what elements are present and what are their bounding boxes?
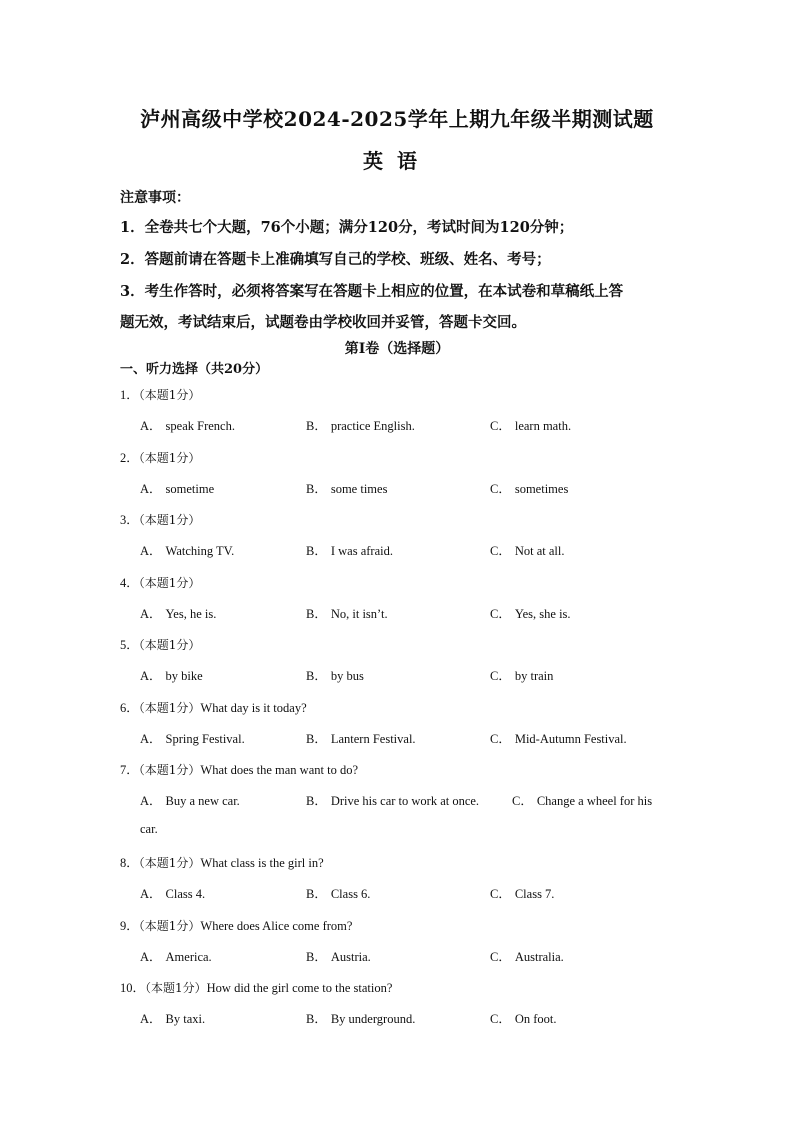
option-text: by train xyxy=(514,669,554,683)
notice-item: 3．考生作答时，必须将答案写在答题卡上相应的位置，在本试卷和草稿纸上答 xyxy=(120,283,624,300)
exam-title: 泸州高级中学校2024-2025学年上期九年级半期测试题 xyxy=(140,107,654,131)
option-b xyxy=(306,416,415,434)
part-title: 第Ⅰ卷（选择题） xyxy=(344,341,450,357)
option-a xyxy=(140,729,245,747)
option-letter: A． xyxy=(140,419,162,433)
option-letter: B． xyxy=(306,544,327,558)
question-number: 3． xyxy=(120,513,139,527)
option-text: I was afraid. xyxy=(330,544,393,558)
question-stem xyxy=(120,635,200,653)
notice-heading: 注意事项： xyxy=(120,190,190,206)
option-letter: A． xyxy=(140,544,162,558)
option-a xyxy=(140,666,203,684)
option-text: speak French. xyxy=(165,419,235,433)
option-text: Change a wheel for his xyxy=(536,794,653,808)
option-letter: A． xyxy=(140,732,162,746)
option-text: Lantern Festival. xyxy=(330,732,416,746)
option-text: by bike xyxy=(165,669,203,683)
option-c-wrap: car. xyxy=(140,822,158,836)
question-number: 9． xyxy=(120,919,139,933)
question-stem xyxy=(120,385,200,403)
option-b xyxy=(306,791,479,809)
option-text: Austria. xyxy=(330,950,371,964)
option-letter: A． xyxy=(140,482,162,496)
option-letter: A． xyxy=(140,950,162,964)
option-letter: B． xyxy=(306,607,327,621)
option-letter: A． xyxy=(140,1012,162,1026)
question-points: （本题1分） xyxy=(138,513,201,527)
question-number: 6． xyxy=(120,701,139,715)
option-text: Mid-Autumn Festival. xyxy=(514,732,627,746)
option-text: by bus xyxy=(330,669,364,683)
question-text: How did the girl come to the station? xyxy=(206,981,393,995)
option-a xyxy=(140,604,216,622)
option-letter: B． xyxy=(306,482,327,496)
option-letter: B． xyxy=(306,419,327,433)
subject-title: 英语 xyxy=(363,149,431,173)
option-text: Class 7. xyxy=(514,887,555,901)
notice-item: 题无效，考试结束后，试题卷由学校收回并妥管，答题卡交回。 xyxy=(120,314,526,331)
option-letter: A． xyxy=(140,607,162,621)
option-b xyxy=(306,729,416,747)
question-text: What does the man want to do? xyxy=(200,763,358,777)
question-number: 8． xyxy=(120,856,139,870)
question-stem xyxy=(120,510,200,528)
option-letter: C． xyxy=(490,607,511,621)
option-c xyxy=(490,666,553,684)
option-text: sometimes xyxy=(514,482,569,496)
option-b xyxy=(306,479,387,497)
option-text: practice English. xyxy=(330,419,415,433)
option-c xyxy=(490,479,568,497)
option-text: Australia. xyxy=(514,950,564,964)
option-text: No, it isn’t. xyxy=(330,607,388,621)
question-points: （本题1分） xyxy=(138,763,201,777)
option-text: Drive his car to work at once. xyxy=(330,794,480,808)
option-a xyxy=(140,791,240,809)
question-text: Where does Alice come from? xyxy=(200,919,353,933)
option-b xyxy=(306,884,370,902)
question-stem xyxy=(120,448,200,466)
option-text: By taxi. xyxy=(165,1012,206,1026)
question-points: （本题1分） xyxy=(145,981,207,995)
option-c xyxy=(490,604,571,622)
option-letter: C． xyxy=(490,419,511,433)
option-b xyxy=(306,604,388,622)
option-letter: B． xyxy=(306,1012,327,1026)
option-a xyxy=(140,541,234,559)
question-number: 7． xyxy=(120,763,139,777)
option-text: Yes, he is. xyxy=(165,607,217,621)
option-letter: B． xyxy=(306,669,327,683)
option-letter: C． xyxy=(512,794,533,808)
question-stem xyxy=(120,978,392,996)
question-stem xyxy=(120,573,200,591)
option-a xyxy=(140,479,214,497)
option-c xyxy=(490,947,564,965)
question-points: （本题1分） xyxy=(138,576,201,590)
question-points: （本题1分） xyxy=(138,388,201,402)
option-c xyxy=(490,1009,557,1027)
option-b xyxy=(306,541,393,559)
question-points: （本题1分） xyxy=(138,451,201,465)
option-letter: C． xyxy=(490,482,511,496)
option-c xyxy=(512,791,652,809)
option-c xyxy=(490,541,564,559)
option-letter: C． xyxy=(490,544,511,558)
question-number: 2． xyxy=(120,451,139,465)
option-b xyxy=(306,666,364,684)
option-a xyxy=(140,884,205,902)
option-text: Spring Festival. xyxy=(165,732,245,746)
option-text: Buy a new car. xyxy=(165,794,240,808)
option-b xyxy=(306,947,371,965)
question-points: （本题1分） xyxy=(138,856,201,870)
option-text: Yes, she is. xyxy=(514,607,571,621)
option-letter: A． xyxy=(140,669,162,683)
option-text: Class 6. xyxy=(330,887,371,901)
question-points: （本题1分） xyxy=(138,638,201,652)
question-stem xyxy=(120,916,352,934)
option-text: By underground. xyxy=(330,1012,416,1026)
option-text: On foot. xyxy=(514,1012,557,1026)
question-stem xyxy=(120,760,358,778)
option-c xyxy=(490,884,554,902)
question-stem xyxy=(120,853,324,871)
option-c xyxy=(490,729,627,747)
option-letter: C． xyxy=(490,732,511,746)
option-letter: B． xyxy=(306,794,327,808)
option-text: Class 4. xyxy=(165,887,206,901)
option-letter: B． xyxy=(306,950,327,964)
option-text: learn math. xyxy=(514,419,572,433)
question-points: （本题1分） xyxy=(138,701,201,715)
question-number: 5． xyxy=(120,638,139,652)
option-letter: A． xyxy=(140,794,162,808)
option-a xyxy=(140,416,235,434)
question-number: 1． xyxy=(120,388,139,402)
option-letter: C． xyxy=(490,669,511,683)
option-letter: B． xyxy=(306,887,327,901)
notice-item: 1．全卷共七个大题，76个小题；满分120分，考试时间为120分钟； xyxy=(120,219,574,236)
question-text: What class is the girl in? xyxy=(200,856,324,870)
option-text: some times xyxy=(330,482,388,496)
option-letter: C． xyxy=(490,887,511,901)
option-a xyxy=(140,947,212,965)
option-c xyxy=(490,416,571,434)
option-a xyxy=(140,1009,205,1027)
option-letter: C． xyxy=(490,1012,511,1026)
question-number: 4． xyxy=(120,576,139,590)
question-points: （本题1分） xyxy=(138,919,201,933)
option-letter: C． xyxy=(490,950,511,964)
option-text: America. xyxy=(165,950,212,964)
section-title: 一、听力选择（共20分） xyxy=(120,362,269,377)
option-text: Watching TV. xyxy=(165,544,235,558)
option-text: Not at all. xyxy=(514,544,565,558)
option-letter: A． xyxy=(140,887,162,901)
question-stem xyxy=(120,698,307,716)
notice-item: 2．答题前请在答题卡上准确填写自己的学校、班级、姓名、考号； xyxy=(120,251,551,268)
option-letter: B． xyxy=(306,732,327,746)
option-text: sometime xyxy=(165,482,215,496)
question-text: What day is it today? xyxy=(200,701,307,715)
option-b xyxy=(306,1009,415,1027)
question-number: 10． xyxy=(120,981,146,995)
